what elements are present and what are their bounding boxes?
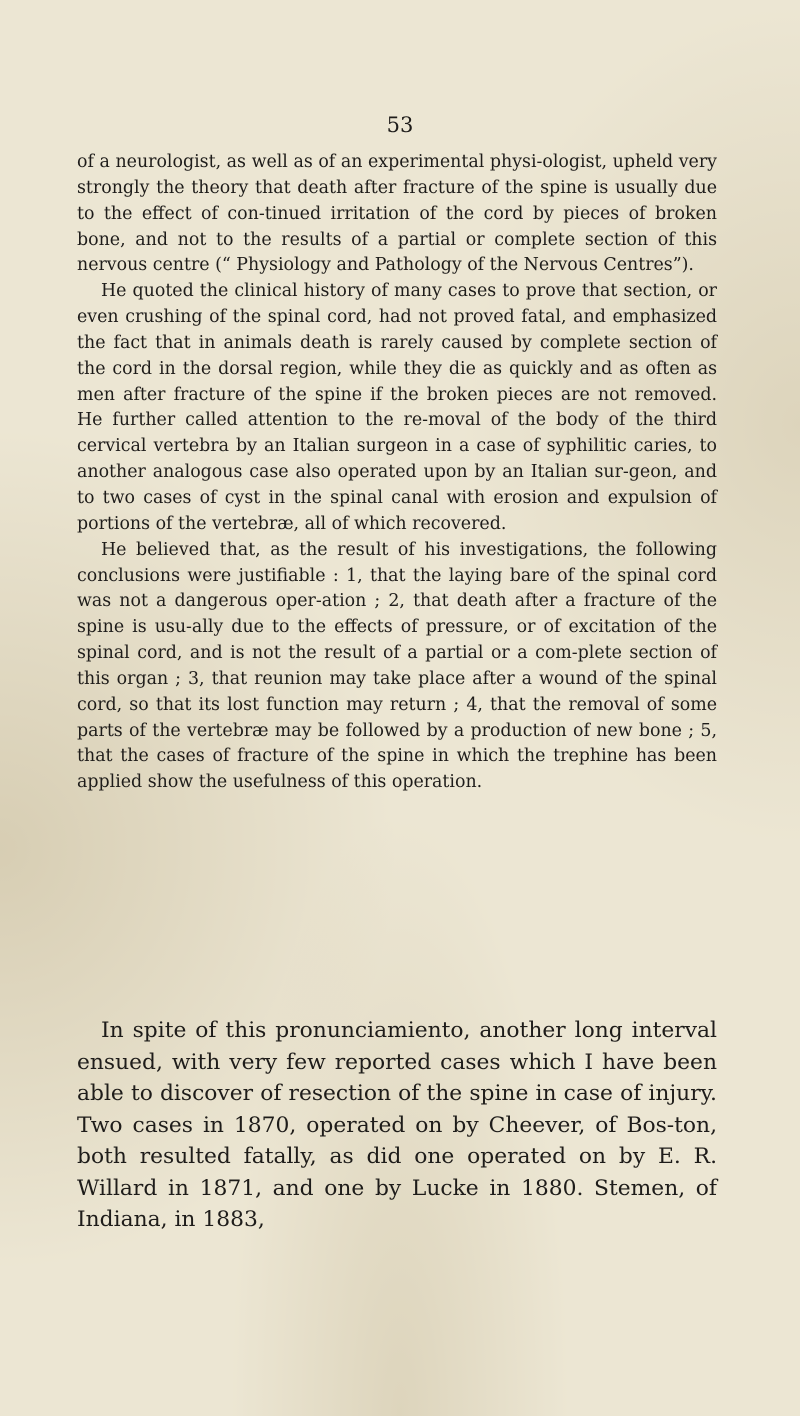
paragraph-neurologist-theory: of a neurologist, as well as of an experimental physi-ologist, upheld very strongly the theory that death after fracture of the spine is usually due to the effect of con-tinued irritation of the cord by pieces of broken bone, and not to the results of a partial or complete section of this nervous centre (“ Physiology and Pathology of the Nervous Centres”). — [77, 152, 717, 276]
body-text-large — [77, 1015, 717, 1236]
page-number: 53 — [386, 113, 414, 137]
paragraph-conclusions: He believed that, as the result of his investigations, the following conclusions were justifiable : 1, that the laying bare of the spinal cord was not a dangerous oper-ation ; 2, that death after a fracture of the spine is usu-ally due to the effects of pressure, or of excitation of the spinal cord, and is not the result of a partial or a com-plete section of this organ ; 3, that reunion may take place after a wound of the spinal cord, so that its lost function may return ; 4, that the removal of some parts of the vertebræ may be followed by a production of new bone ; 5, that the cases of fracture of the spine in which the trephine has been applied show the usefulness of this operation. — [77, 539, 717, 793]
paragraph-pronunciamiento: In spite of this pronunciamiento, another long interval ensued, with very few reported cases which I have been able to discover of resection of the spine in case of injury. Two cases in 1870, operated on by Cheever, of Bos-ton, both resulted fatally, as did one operated on by E. R. Willard in 1871, and one by Lucke in 1880. Stemen, of Indiana, in 1883, — [77, 1018, 717, 1232]
body-text-small — [77, 150, 717, 796]
paragraph-clinical-history: He quoted the clinical history of many cases to prove that section, or even crushing of the spinal cord, had not proved fatal, and emphasized the fact that in animals death is rarely caused by complete section of the cord in the dorsal region, while they die as quickly and as often as men after fracture of the spine if the broken pieces are not removed. He further called attention to the re-moval of the body of the third cervical vertebra by an Italian surgeon in a case of syphilitic caries, to another analogous case also operated upon by an Italian sur-geon, and to two cases of cyst in the spinal canal with erosion and expulsion of portions of the vertebræ, all of which recovered. — [77, 281, 717, 534]
